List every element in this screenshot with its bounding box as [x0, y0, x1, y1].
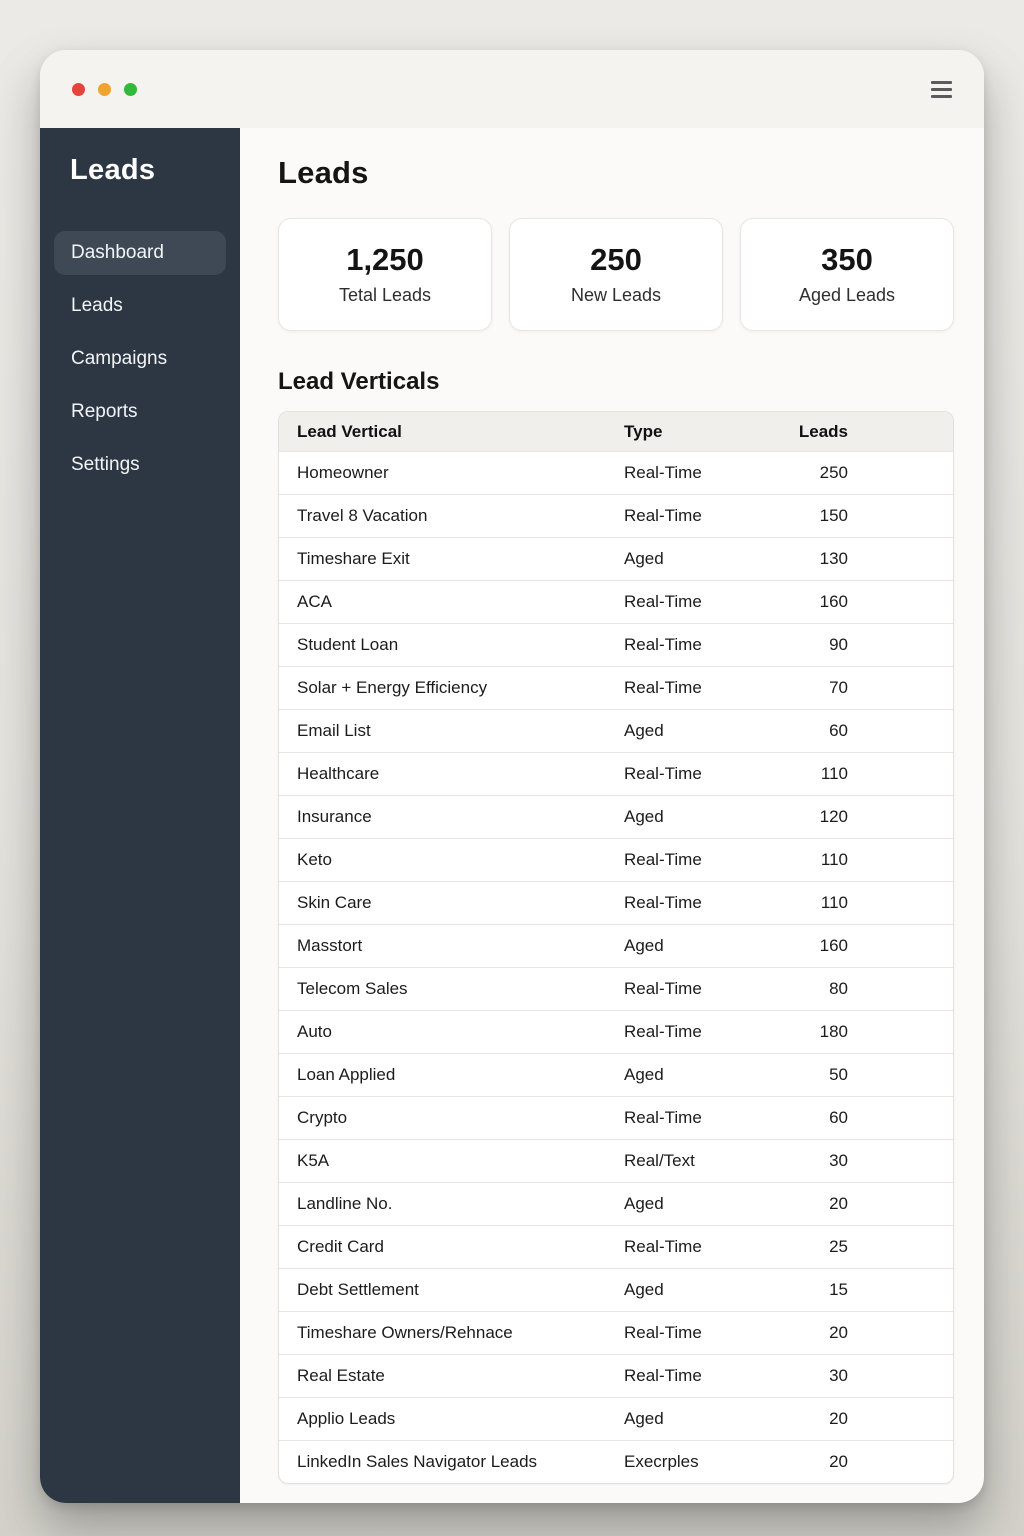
cell-leads: 110 — [820, 764, 848, 783]
cell-type: Real/Text — [624, 1151, 695, 1170]
table-body — [279, 451, 953, 1483]
cell-lead-vertical: Timeshare Owners/Rehnace — [297, 1323, 513, 1342]
cell-leads: 90 — [829, 635, 848, 654]
cell-type: Real-Time — [624, 1108, 702, 1127]
cell-lead-vertical: K5A — [297, 1151, 330, 1170]
cell-lead-vertical: Landline No. — [297, 1194, 393, 1213]
cell-type: Real-Time — [624, 979, 702, 998]
cell-type: Real-Time — [624, 678, 702, 697]
cell-type: Real-Time — [624, 635, 702, 654]
cell-leads: 110 — [820, 850, 848, 869]
page-title: Leads — [278, 155, 369, 190]
stat-card — [509, 218, 723, 331]
stat-cards — [278, 218, 954, 331]
cell-lead-vertical: Email List — [297, 721, 371, 740]
cell-leads: 70 — [829, 678, 848, 697]
cell-lead-vertical: Skin Care — [297, 893, 372, 912]
cell-leads: 110 — [820, 893, 848, 912]
cell-lead-vertical: LinkedIn Sales Navigator Leads — [297, 1452, 538, 1471]
cell-type: Real-Time — [624, 1237, 702, 1256]
table-row — [279, 1225, 953, 1268]
window-body — [40, 128, 984, 1503]
table-row — [279, 1311, 953, 1354]
table-row — [279, 795, 953, 838]
cell-type: Aged — [624, 936, 664, 955]
cell-type: Real-Time — [624, 1366, 702, 1385]
stat-card-value: 1,250 — [346, 242, 424, 277]
cell-leads: 130 — [819, 549, 848, 568]
cell-leads: 20 — [829, 1409, 848, 1428]
table-row — [279, 494, 953, 537]
maximize-window-button[interactable] — [124, 83, 137, 96]
stat-card — [740, 218, 954, 331]
cell-leads: 30 — [829, 1366, 848, 1385]
table-row — [279, 1182, 953, 1225]
table-row — [279, 1139, 953, 1182]
table-header-row — [279, 412, 953, 451]
cell-leads: 25 — [829, 1237, 848, 1256]
cell-lead-vertical: Travel 8 Vacation — [297, 506, 428, 525]
lead-verticals-table — [278, 411, 954, 1484]
stat-card-value: 350 — [821, 242, 873, 277]
column-header-type: Type — [624, 421, 663, 441]
cell-lead-vertical: Healthcare — [297, 764, 380, 783]
cell-type: Real-Time — [624, 506, 702, 525]
table-row — [279, 967, 953, 1010]
table-row — [279, 1268, 953, 1311]
table-row — [279, 1397, 953, 1440]
table-row — [279, 666, 953, 709]
cell-leads: 60 — [829, 721, 848, 740]
cell-leads: 150 — [819, 506, 848, 525]
sidebar-item-settings[interactable]: Settings — [71, 454, 140, 475]
sidebar — [40, 128, 240, 1503]
sidebar-item-reports[interactable]: Reports — [71, 401, 138, 422]
cell-leads: 180 — [819, 1022, 848, 1041]
sidebar-title: Leads — [70, 154, 156, 186]
cell-type: Real-Time — [624, 1323, 702, 1342]
column-header-lead-vertical: Lead Vertical — [297, 421, 402, 441]
cell-leads: 120 — [819, 807, 848, 826]
cell-type: Aged — [624, 1065, 664, 1084]
cell-leads: 20 — [829, 1323, 848, 1342]
sidebar-nav — [54, 231, 226, 487]
cell-leads: 80 — [829, 979, 848, 998]
table-row — [279, 1354, 953, 1397]
cell-lead-vertical: Auto — [297, 1022, 332, 1041]
cell-leads: 60 — [829, 1108, 848, 1127]
cell-type: Real-Time — [624, 463, 702, 482]
cell-leads: 30 — [829, 1151, 848, 1170]
window-controls — [72, 83, 137, 96]
cell-lead-vertical: Homeowner — [297, 463, 389, 482]
cell-leads: 160 — [819, 592, 848, 611]
cell-lead-vertical: Student Loan — [297, 635, 399, 654]
cell-type: Aged — [624, 721, 664, 740]
sidebar-item-leads[interactable]: Leads — [71, 295, 123, 316]
cell-type: Real-Time — [624, 1022, 702, 1041]
main-content — [240, 128, 984, 1503]
section-title: Lead Verticals — [278, 368, 440, 395]
table-row — [279, 752, 953, 795]
sidebar-item-campaigns[interactable]: Campaigns — [71, 348, 168, 369]
hamburger-menu-icon[interactable] — [931, 77, 952, 102]
close-window-button[interactable] — [72, 83, 85, 96]
cell-lead-vertical: Debt Settlement — [297, 1280, 419, 1299]
titlebar — [40, 50, 984, 128]
cell-lead-vertical: Crypto — [297, 1108, 348, 1127]
stat-card-value: 250 — [590, 242, 642, 277]
cell-lead-vertical: Telecom Sales — [297, 979, 408, 998]
cell-lead-vertical: Credit Card — [297, 1237, 384, 1256]
table-row — [279, 1440, 953, 1483]
cell-lead-vertical: Solar + Energy Efficiency — [297, 678, 488, 697]
cell-leads: 20 — [829, 1452, 848, 1471]
table-row — [279, 838, 953, 881]
stat-card-label: Tetal Leads — [338, 285, 432, 305]
cell-type: Real-Time — [624, 850, 702, 869]
stat-card — [278, 218, 492, 331]
cell-leads: 160 — [819, 936, 848, 955]
cell-lead-vertical: Masstort — [297, 936, 363, 955]
cell-lead-vertical: ACA — [297, 592, 332, 611]
table-row — [279, 709, 953, 752]
cell-type: Real-Time — [624, 592, 702, 611]
cell-lead-vertical: Insurance — [297, 807, 372, 826]
cell-type: Aged — [624, 1280, 664, 1299]
cell-type: Aged — [624, 1194, 664, 1213]
cell-leads: 20 — [829, 1194, 848, 1213]
cell-lead-vertical: Timeshare Exit — [297, 549, 410, 568]
table-row — [279, 451, 953, 494]
table-row — [279, 537, 953, 580]
cell-type: Aged — [624, 549, 664, 568]
sidebar-item-dashboard[interactable]: Dashboard — [54, 231, 226, 275]
cell-type: Aged — [624, 807, 664, 826]
cell-type: Real-Time — [624, 893, 702, 912]
cell-lead-vertical: Loan Applied — [297, 1065, 396, 1084]
table-row — [279, 580, 953, 623]
cell-type: Execrples — [624, 1452, 699, 1471]
table-row — [279, 924, 953, 967]
table-row — [279, 623, 953, 666]
stat-card-label: New Leads — [570, 285, 662, 305]
cell-type: Aged — [624, 1409, 664, 1428]
cell-lead-vertical: Real Estate — [297, 1366, 385, 1385]
cell-leads: 250 — [819, 463, 848, 482]
cell-leads: 15 — [829, 1280, 848, 1299]
app-window — [40, 50, 984, 1503]
table-row — [279, 1010, 953, 1053]
cell-leads: 50 — [829, 1065, 848, 1084]
column-header-leads: Leads — [798, 421, 848, 441]
cell-type: Real-Time — [624, 764, 702, 783]
table-row — [279, 881, 953, 924]
minimize-window-button[interactable] — [98, 83, 111, 96]
table-row — [279, 1096, 953, 1139]
table-row — [279, 1053, 953, 1096]
cell-lead-vertical: Applio Leads — [297, 1409, 396, 1428]
stat-card-label: Aged Leads — [798, 285, 896, 305]
cell-lead-vertical: Keto — [297, 850, 332, 869]
